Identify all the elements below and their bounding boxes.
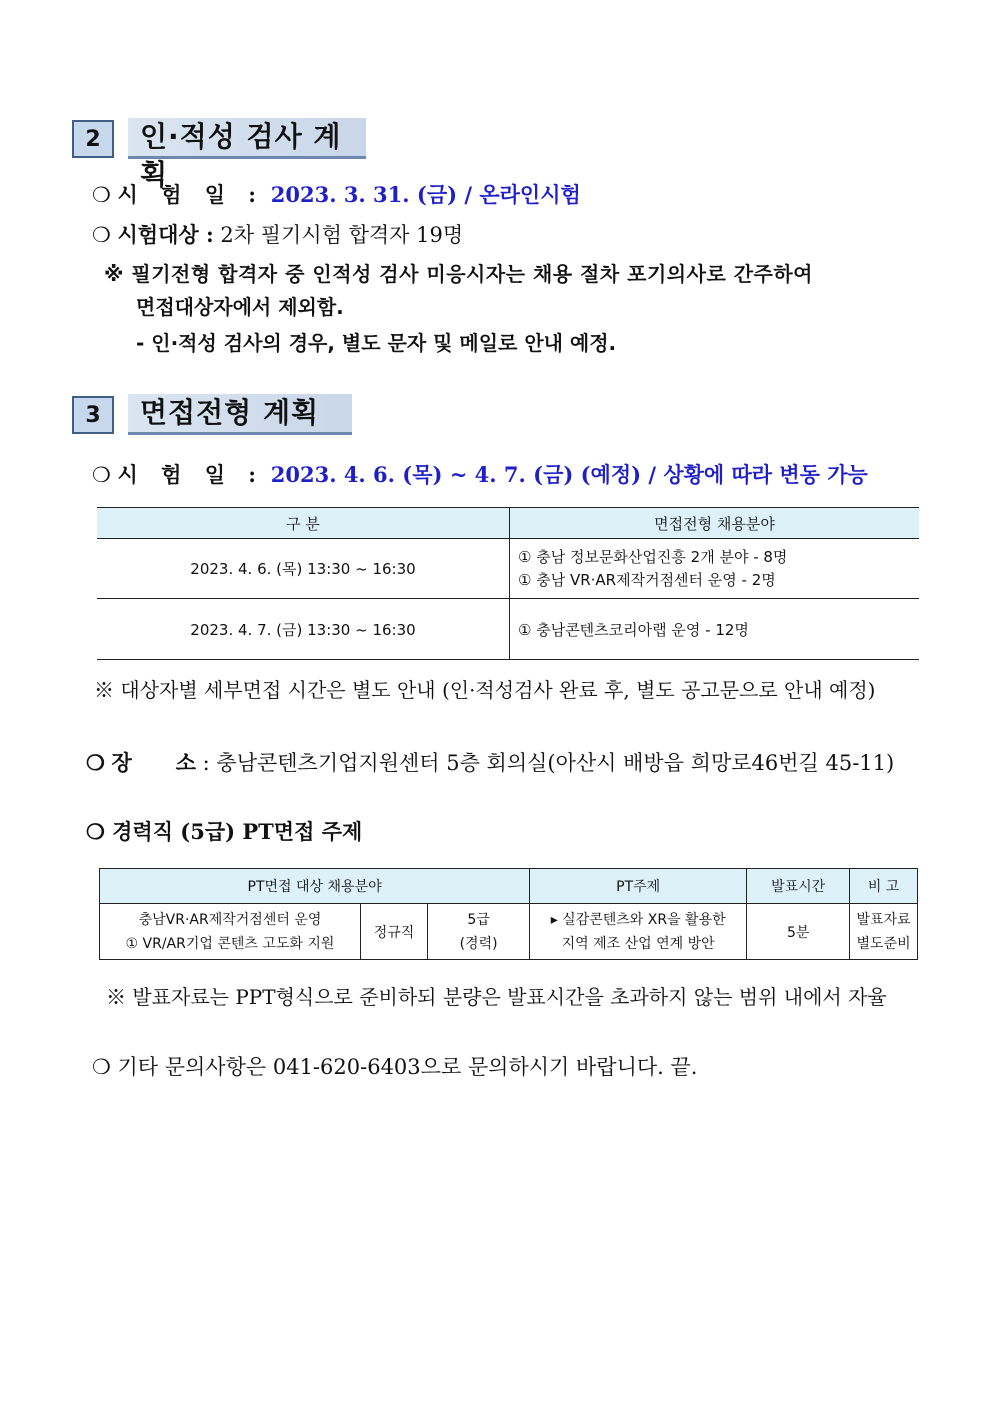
pt-heading: ❍ 경력직 (5급) PT면접 주제 xyxy=(86,819,363,844)
note-line-2: 면접대상자에서 제외함. xyxy=(136,295,344,319)
section-number-3: 3 xyxy=(72,396,114,434)
exam-date-label: 시 험 일 : xyxy=(117,182,265,207)
interview-date-line xyxy=(92,460,868,490)
bullet-icon: ❍ xyxy=(92,223,111,247)
exam-target-value: 2차 필기시험 합격자 19명 xyxy=(220,223,464,247)
schedule-table xyxy=(97,507,919,660)
pt-duration: 5분 xyxy=(747,904,850,960)
pt-grade-line: (경력) xyxy=(459,935,498,952)
pt-employment-type: 정규직 xyxy=(361,904,428,960)
schedule-note: ※ 대상자별 세부면접 시간은 별도 안내 (인·적성검사 완료 후, 별도 공고문으로 안내 예정) xyxy=(94,678,876,702)
interview-date-value: 2023. 4. 6. (목) ~ 4. 7. (금) (예정) / 상황에 따라 변동 가능 xyxy=(270,462,868,487)
pt-note: ※ 발표자료는 PPT형식으로 준비하되 분량은 발표시간을 초과하지 않는 범위 내에서 자율 xyxy=(106,985,887,1009)
section-title-2: 인·적성 검사 계획 xyxy=(128,118,366,159)
schedule-header-field: 면접전형 채용분야 xyxy=(510,508,920,539)
section-number-2: 2 xyxy=(72,120,114,158)
schedule-date: 2023. 4. 6. (목) 13:30 ~ 16:30 xyxy=(97,539,510,599)
pt-header-field: PT면접 대상 채용분야 xyxy=(100,869,530,904)
note-mark: ※ xyxy=(104,262,124,286)
schedule-fields xyxy=(510,599,920,660)
pt-remark xyxy=(850,904,918,960)
bullet-icon: ❍ xyxy=(92,463,111,487)
table-row xyxy=(97,539,919,599)
bullet-icon: ❍ xyxy=(92,183,111,207)
pt-topic-line: ▸ 실감콘텐츠와 XR을 활용한 xyxy=(550,911,726,928)
exam-date-line xyxy=(92,180,581,210)
pt-topic-line: 지역 제조 산업 연계 방안 xyxy=(561,935,715,952)
note-line-3: - 인·적성 검사의 경우, 별도 문자 및 메일로 안내 예정. xyxy=(136,331,617,355)
bullet-icon: ❍ xyxy=(86,750,105,775)
place-label: 장 소 xyxy=(111,750,196,775)
pt-remark-line: 발표자료 xyxy=(856,911,911,928)
section-title-3: 면접전형 계획 xyxy=(128,394,352,435)
pt-field xyxy=(100,904,361,960)
schedule-header-division: 구 분 xyxy=(97,508,510,539)
pt-topic xyxy=(530,904,747,960)
pt-header-topic: PT주제 xyxy=(530,869,747,904)
table-row xyxy=(100,904,918,960)
pt-grade xyxy=(428,904,530,960)
schedule-field: ① 충남콘텐츠코리아랩 운영 - 12명 xyxy=(518,620,749,639)
place-line xyxy=(86,748,894,778)
pt-grade-line: 5급 xyxy=(467,911,490,928)
schedule-date: 2023. 4. 7. (금) 13:30 ~ 16:30 xyxy=(97,599,510,660)
interview-date-label: 시 험 일 : xyxy=(117,462,265,487)
contact-line: ❍ 기타 문의사항은 041-620-6403으로 문의하시기 바랍니다. 끝. xyxy=(92,1055,698,1079)
schedule-field: ① 충남 정보문화산업진흥 2개 분야 - 8명 xyxy=(518,547,788,566)
pt-field-line: ① VR/AR기업 콘텐츠 고도화 지원 xyxy=(125,935,335,952)
schedule-fields xyxy=(510,539,920,599)
pt-field-line: 충남VR·AR제작거점센터 운영 xyxy=(138,911,322,928)
pt-remark-line: 별도준비 xyxy=(856,935,911,952)
schedule-field: ① 충남 VR·AR제작거점센터 운영 - 2명 xyxy=(518,570,776,589)
place-value: : 충남콘텐츠기업지원센터 5층 회의실(아산시 배방읍 희망로46번길 45-11) xyxy=(202,751,895,775)
pt-header-duration: 발표시간 xyxy=(747,869,850,904)
exam-date-value: 2023. 3. 31. (금) / 온라인시험 xyxy=(270,182,581,207)
exam-target-label: 시험대상 : xyxy=(117,222,214,247)
exam-target-line xyxy=(92,220,463,250)
note-line-1 xyxy=(104,259,813,289)
pt-table xyxy=(99,868,918,960)
pt-header-remark: 비 고 xyxy=(850,869,918,904)
table-row xyxy=(97,599,919,660)
note-text-1: 필기전형 합격자 중 인적성 검사 미응시자는 채용 절차 포기의사로 간주하여 xyxy=(131,262,814,286)
